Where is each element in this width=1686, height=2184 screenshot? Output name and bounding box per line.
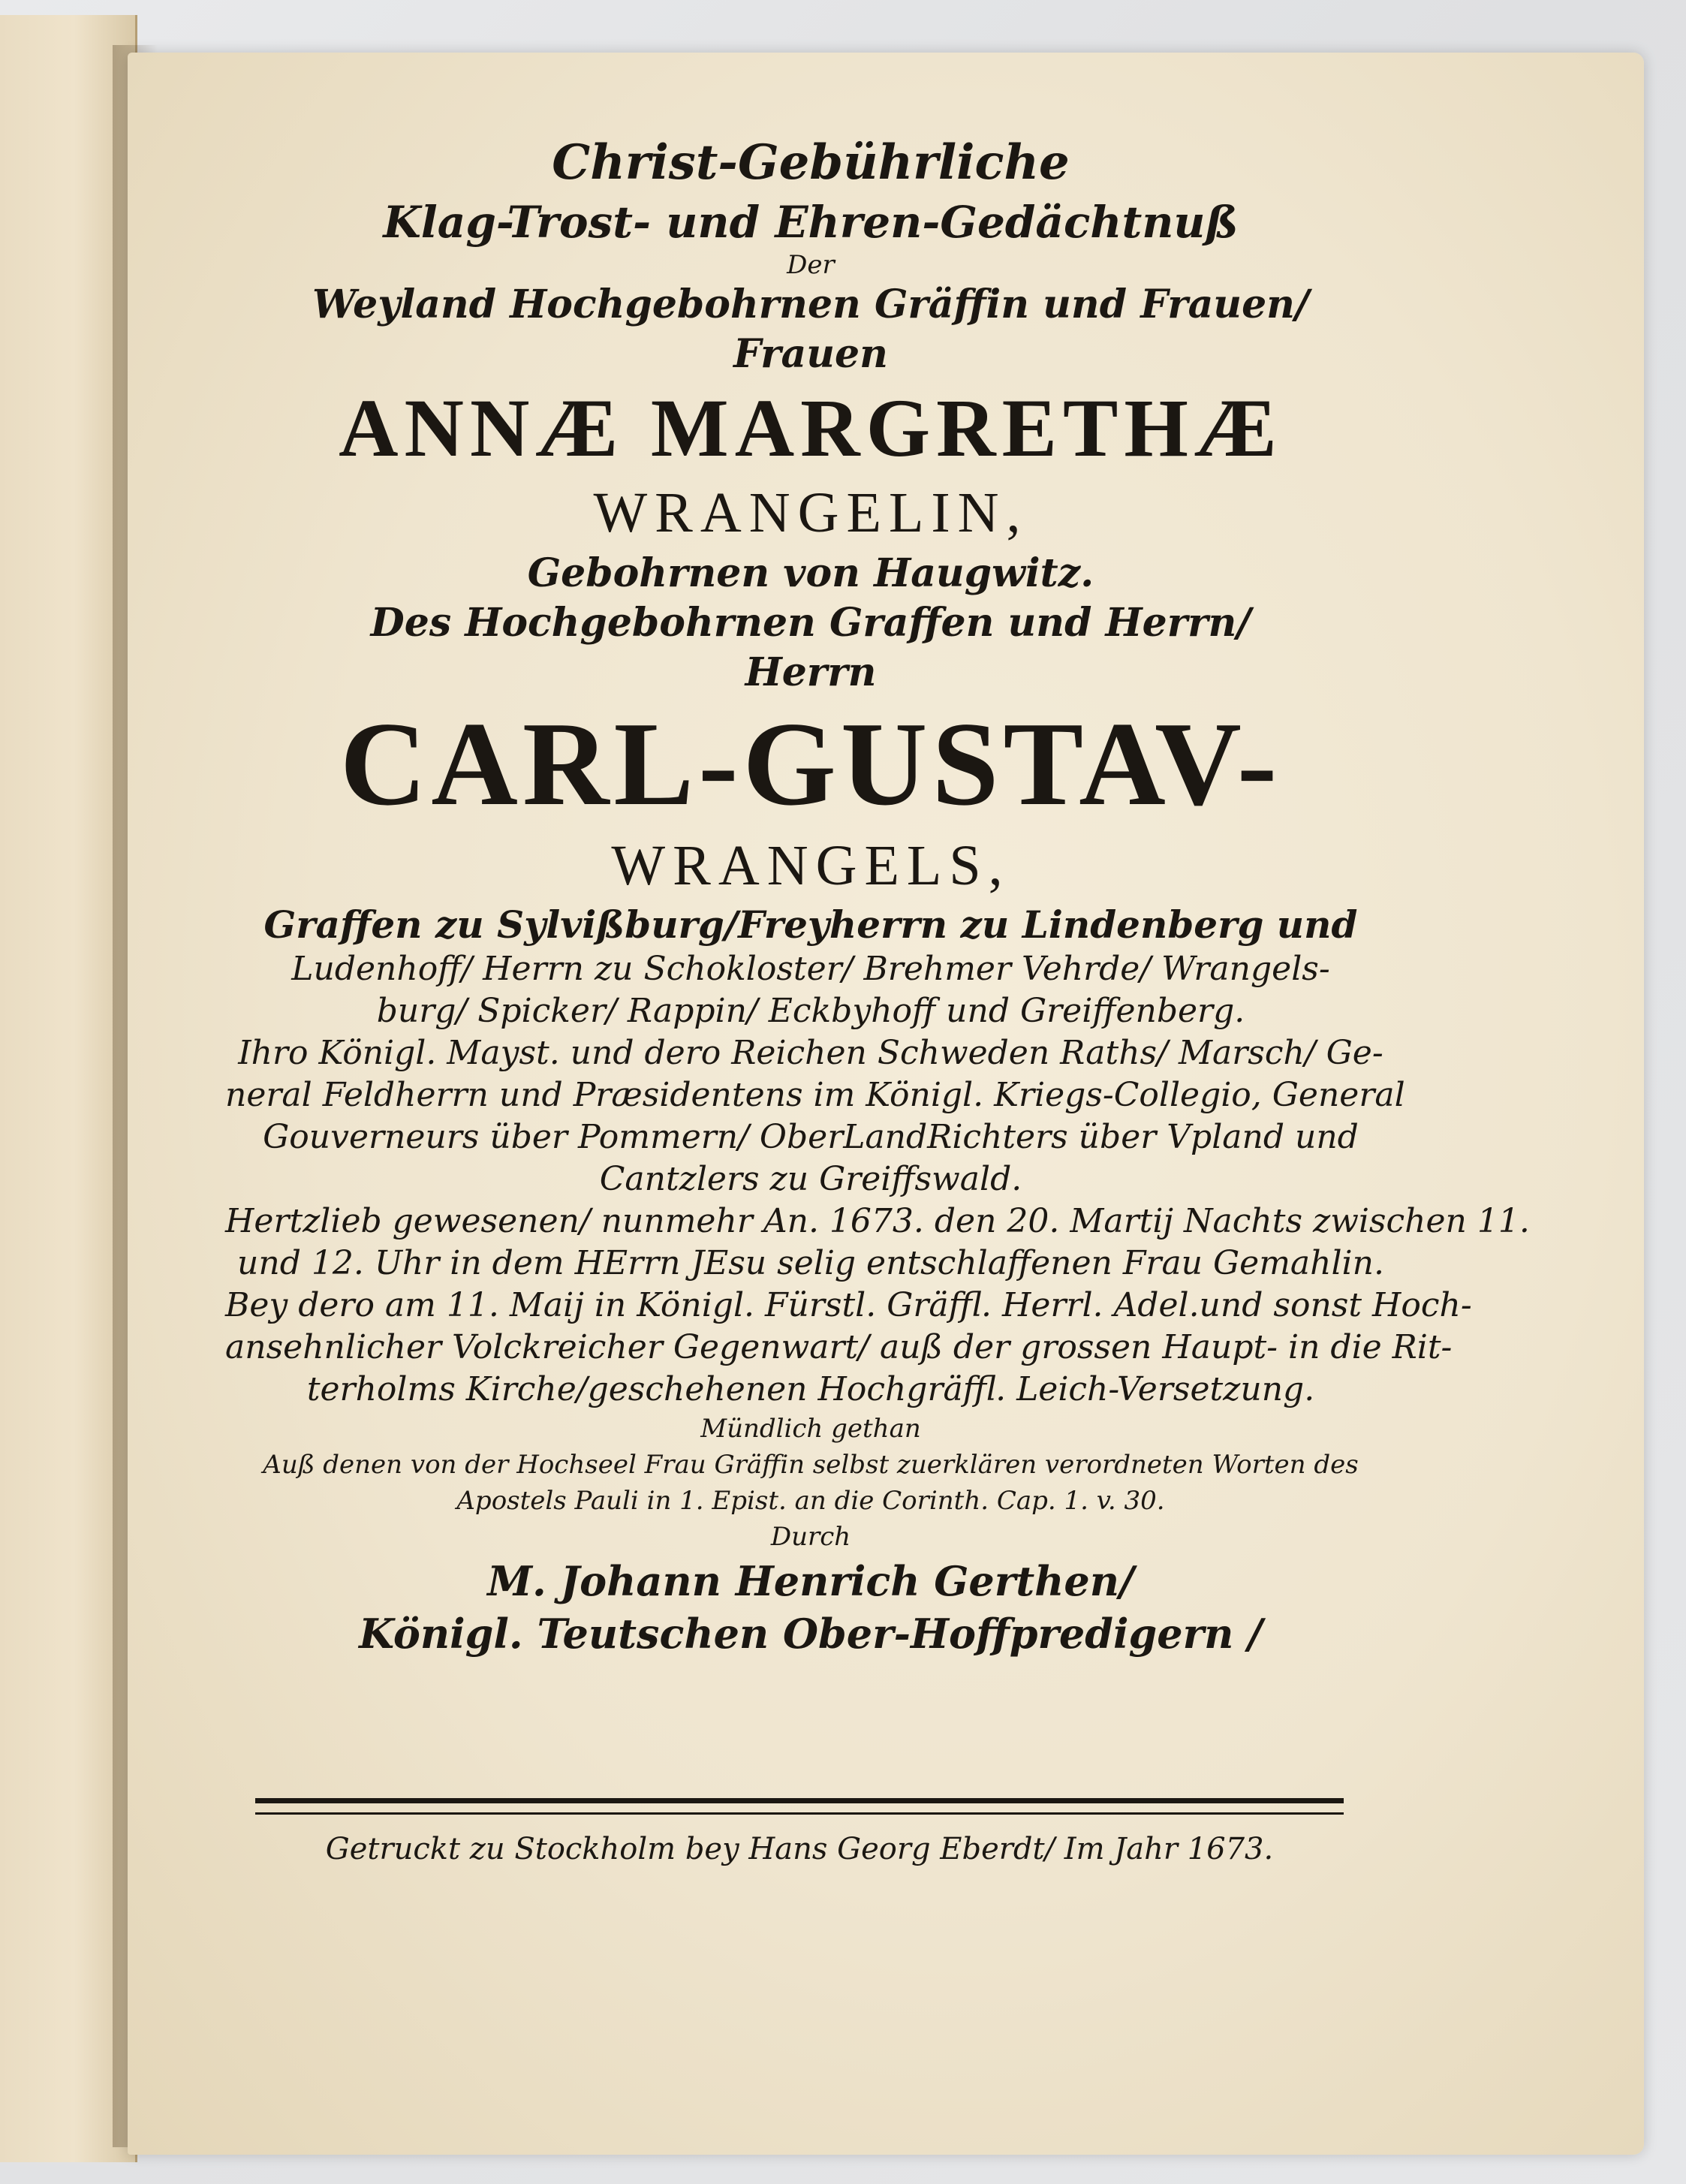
line-des-hochgebohrnen: Des Hochgebohrnen Graffen und Herrn/ [370,600,1251,646]
title-line-der: Der [787,250,835,280]
titles-line-3: burg/ Spicker/ Rappin/ Eckbyhoff und Greiffenberg. [376,992,1245,1030]
titles-line-2: Ludenhoff/ Herrn zu Schokloster/ Brehmer Vehrde/ Wrangels- [291,950,1330,988]
author-title: Königl. Teutschen Ober-Hoffpredigern / [359,1610,1263,1658]
title-line-weyland: Weyland Hochgebohrnen Gräffin und Frauen/ [312,282,1309,327]
author-name: M. Johann Henrich Gerthen/ [487,1557,1134,1605]
titles-line-5: neral Feldherrn und Præsidentens im Königl. Kriegs-Collegio, General [225,1076,1405,1114]
occasion-line-1: Bey dero am 11. Maij in Königl. Fürstl. Gräffl. Herrl. Adel.und sonst Hoch- [225,1286,1472,1324]
titles-line-6: Gouverneurs über Pommern/ OberLandRichters über Vpland und [263,1118,1359,1156]
double-rule-bottom [255,1812,1344,1815]
title-line-1: Christ-Gebührliche [552,134,1070,191]
titles-line-4: Ihro Königl. Mayst. und dero Reichen Schweden Raths/ Marsch/ Ge- [238,1034,1383,1072]
name-wrangelin: WRANGELIN, [593,481,1028,544]
imprint-line: Getruckt zu Stockholm bey Hans Georg Eberdt/ Im Jahr 1673. [325,1832,1274,1866]
name-carl-gustav: CARL-GUSTAV- [339,697,1282,830]
titles-line-7: Cantzlers zu Greiffswald. [599,1160,1022,1198]
name-annae-margrethae: ANNÆ MARGRETHÆ [339,382,1283,474]
titles-line-1: Graffen zu Sylvißburg/Freyherrn zu Lindenberg und [263,902,1358,947]
title-line-2: Klag-Trost- und Ehren-Gedächtnuß [383,197,1239,248]
line-herrn: Herrn [745,649,877,695]
occasion-line-3: terholms Kirche/geschehenen Hochgräffl. Leich-Versetzung. [306,1370,1315,1408]
double-rule-top [255,1798,1344,1803]
name-wrangels: WRANGELS, [611,834,1010,897]
title-page-text [225,131,1530,1660]
muendlich-gethan: Mündlich gethan [700,1414,921,1444]
durch: Durch [770,1522,851,1552]
line-gebohrnen: Gebohrnen von Haugwitz. [527,550,1094,596]
text-source-line-1: Auß denen von der Hochseel Frau Gräffin selbst zuerklären verordneten Worten des [263,1450,1359,1480]
text-source-line-2: Apostels Pauli in 1. Epist. an die Corinth. Cap. 1. v. 30. [456,1486,1165,1516]
date-line-2: und 12. Uhr in dem HErrn JEsu selig entschlaffenen Frau Gemahlin. [237,1244,1384,1282]
date-line-1: Hertzlieb gewesenen/ nunmehr An. 1673. den 20. Martij Nachts zwischen 11. [225,1202,1530,1240]
title-line-frauen: Frauen [733,331,888,377]
occasion-line-2: ansehnlicher Volckreicher Gegenwart/ auß der grossen Haupt- in die Rit- [225,1328,1453,1366]
